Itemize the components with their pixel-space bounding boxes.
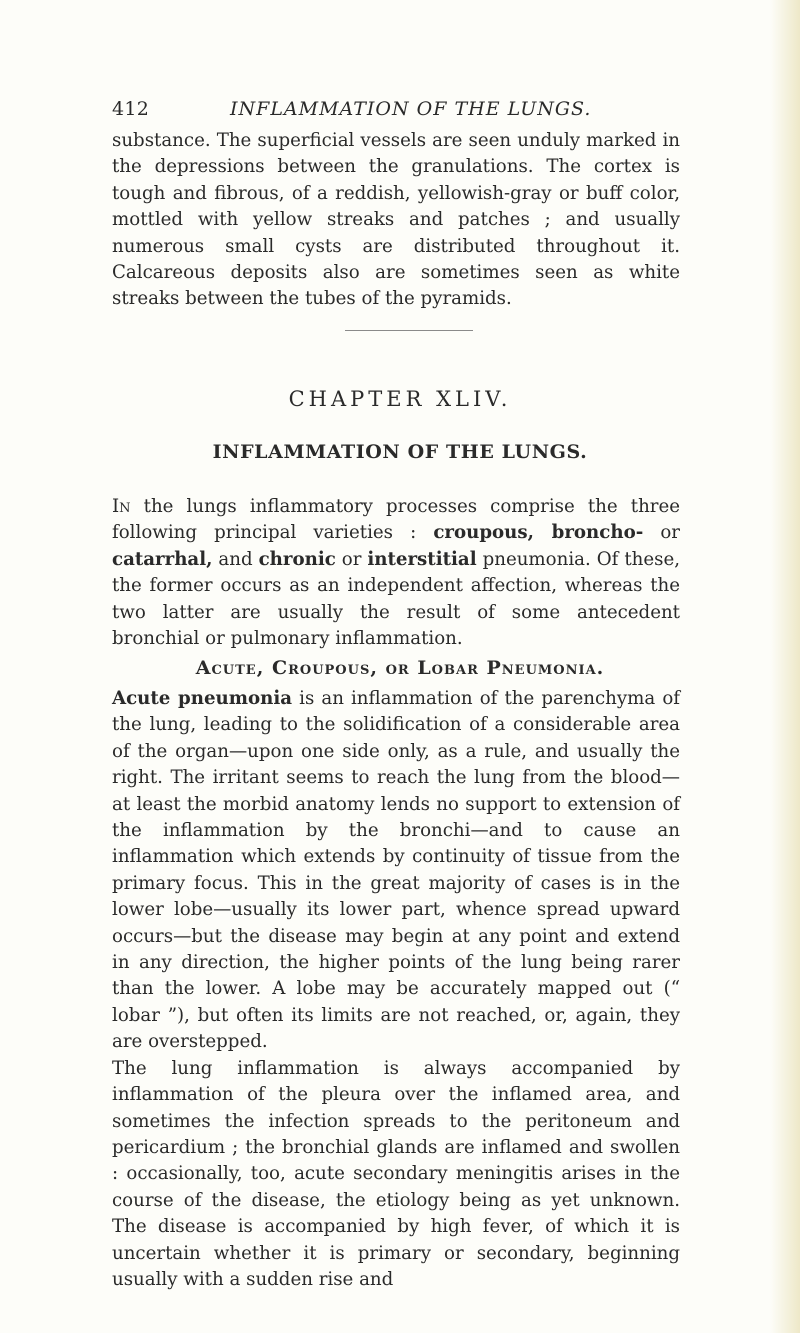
section-heading: Acute, Croupous, or Lobar Pneumonia. [195,657,605,679]
intro-paragraph [112,494,680,652]
section-paragraph-1 [112,686,680,1056]
lead-term: Acute pneumonia [112,688,293,709]
term-chronic: chronic [258,548,336,570]
continued-paragraph [112,128,680,313]
intro-text: or [643,522,680,544]
chapter-label: CHAPTER XLIV. [288,387,512,411]
intro-text: and [212,548,259,570]
page-edge-discoloration [770,0,800,1333]
running-title: INFLAMMATION OF THE LUNGS. [230,98,592,120]
intro-drop-word: In [112,496,131,517]
intro-text: pneumonia. Of these, the former occurs as an independent affection, whereas the two latter are usually the result of some antecedent bronchial or pulmonary inflammation. [112,548,680,650]
section-paragraph-2: The lung inflammation is always accompanied by inflammation of the pleura over the inflamed area, and sometimes the infection spreads to the peritoneum and pericardium ; the bronchial glands are inflamed and swollen : occasionally, too, acute secondary meningitis arises in the course of the disease, the etiology being as yet unknown. The disease is accompanied by high fever, of which it is uncertain whether it is primary or secondary, beginning usually with a sudden rise and [112,1057,680,1290]
paragraph-text: is an inflammation of the parenchyma of the lung, leading to the solidification of a considerable area of the organ—upon one side only, as a rule, and usually the right. The irritant seems to reach the lung from the blood—at least the morbid anatomy lends no support to extension of the inflammation by the bronchi—and to cause an inflammation which extends by continuity of tissue from the primary focus. This in the great majority of cases is in the lower lobe—usually its lower part, whence spread upward occurs—but the disease may begin at any point and extend in any direction, the higher points of the lung being rarer than the lower. A lobe may be accurately mapped out (“ lobar ”), but often its limits are not reached, or, again, they are overstepped. [112,688,680,1053]
page-number: 412 [112,98,150,120]
term-catarrhal: catarrhal, [112,548,213,570]
top-paragraph: substance. The superficial vessels are seen unduly marked in the depressions between the granulations. The cortex is tough and fibrous, of a reddish, yellowish-gray or buff color, mottled with yellow streaks and patches ; and usually numerous small cysts are distributed throughout it. Calcareous deposits also are sometimes seen as white streaks between the tubes of the pyramids. [112,130,680,310]
intro-text: the lungs inflammatory processes comprise the three following principal varieties : [112,496,680,544]
term-interstitial: interstitial [367,548,477,570]
term-croupous: croupous, broncho- [433,522,644,544]
intro-text: or [335,548,368,570]
intro-block [112,494,680,652]
section-divider [345,330,473,331]
chapter-title: INFLAMMATION OF THE LUNGS. [212,441,588,463]
section-block [112,686,680,1293]
